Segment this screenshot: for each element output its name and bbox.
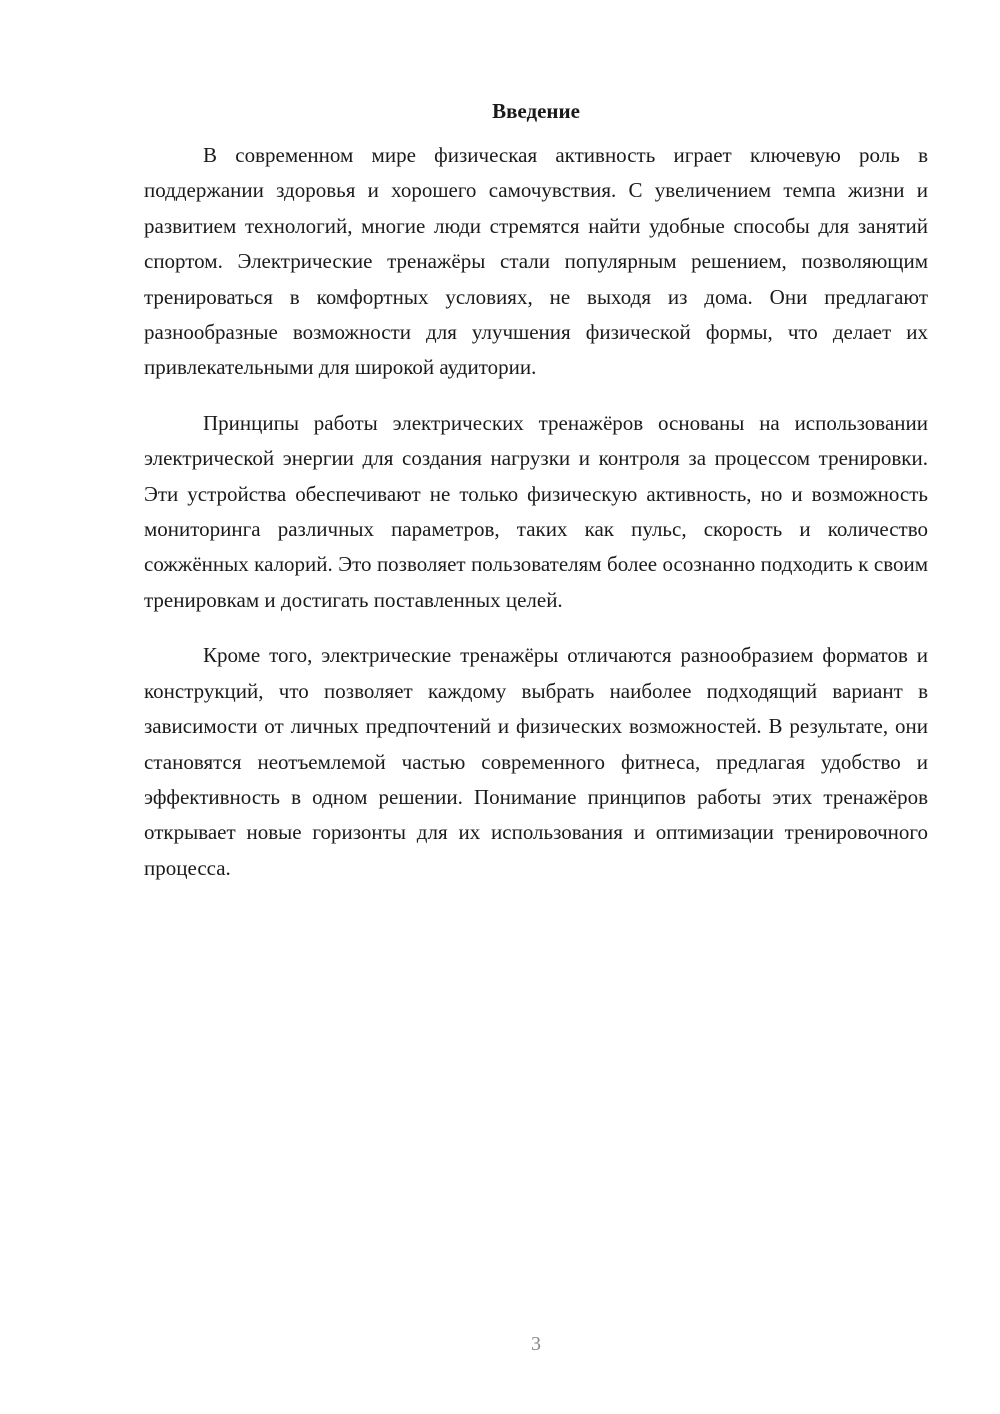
page-content <box>144 96 928 906</box>
paragraph-intro: В современном мире физическая активность играет ключевую роль в поддержании здоровья и хорошего самочувствия. С увеличением темпа жизни и развитием технологий, многие люди стремятся найти удобные способы для занятий спортом. Электрические тренажёры стали популярным решением, позволяющим тренироваться в комфортных условиях, не выходя из дома. Они предлагают разнообразные возможности для улучшения физической формы, что делает их привлекательными для широкой аудитории. <box>144 143 928 380</box>
page-number: 3 <box>531 1333 541 1355</box>
paragraph-principles: Принципы работы электрических тренажёров основаны на использовании электрической энергии для создания нагрузки и контроля за процессом тренировки. Эти устройства обеспечивают не только физическую активность, но и возможность мониторинга различных параметров, таких как пульс, скорость и количество сожжённых калорий. Это позволяет пользователям более осознанно подходить к своим тренировкам и достигать поставленных целей. <box>144 410 928 612</box>
paragraph-variety: Кроме того, электрические тренажёры отличаются разнообразием форматов и конструкций, что позволяет каждому выбрать наиболее подходящий вариант в зависимости от личных предпочтений и физических возможностей. В результате, они становятся неотъемлемой частью современного фитнеса, предлагая удобство и эффективность в одном решении. Понимание принципов работы этих тренажёров открывает новые горизонты для их использования и оптимизации тренировочного процесса. <box>144 643 928 880</box>
section-heading: Введение <box>492 99 580 123</box>
